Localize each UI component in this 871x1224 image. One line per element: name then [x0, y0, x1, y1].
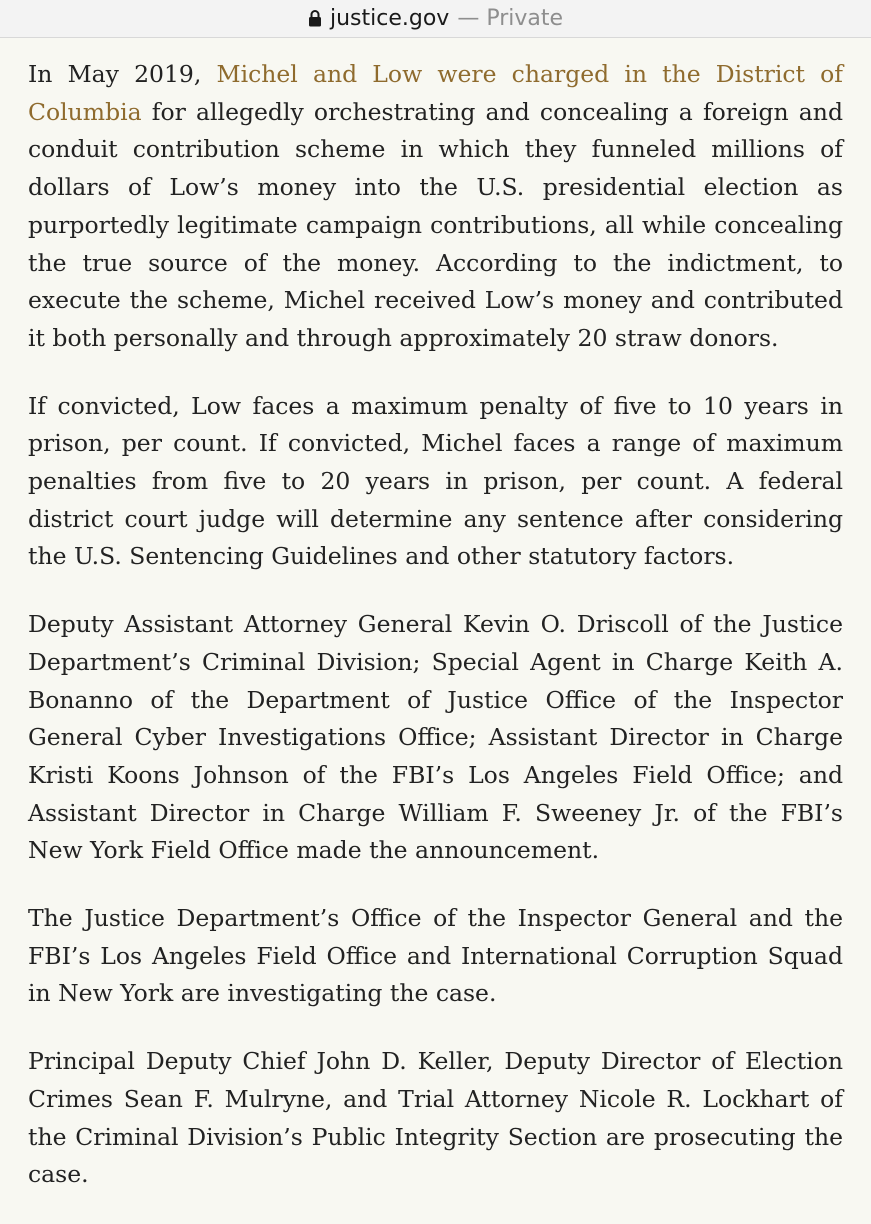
- paragraph-3: Deputy Assistant Attorney General Kevin O. Driscoll of the Justice Department’s Criminal Division; Special Agent in Charge Keith A. Bonanno of the Department of Justice Office of the Inspector General Cyber Investigations Office; Assistant Director in Charge Kristi Koons Johnson of the FBI’s Los Angeles Field Office; and Assistant Director in Charge William F. Sweeney Jr. of the FBI’s New York Field Office made the announcement.: [28, 610, 843, 865]
- p1-lead-text: In May 2019,: [28, 60, 217, 88]
- paragraph-1: [28, 56, 843, 358]
- mode-text: Private: [486, 6, 564, 31]
- p1-body-text: for allegedly orchestrating and concealing a foreign and conduit contribution scheme in which they funneled millions of dollars of Low’s money into the U.S. presidential election as purportedly legitimate campaign contributions, all while concealing the true source of the money. According to the indictment, to execute the scheme, Michel received Low’s money and contributed it both personally and through approximately 20 straw donors.: [28, 97, 843, 352]
- mode-separator: —: [457, 6, 480, 31]
- article-body: [28, 56, 843, 1224]
- charged-in-dc-link[interactable]: Michel and Low were charged in the District of Columbia: [28, 60, 844, 126]
- private-mode-label: [457, 6, 563, 31]
- paragraph-4: The Justice Department’s Office of the Inspector General and the FBI’s Los Angeles Field Office and International Corruption Squad in New York are investigating the case.: [28, 904, 843, 1008]
- paragraph-5: Principal Deputy Chief John D. Keller, Deputy Director of Election Crimes Sean F. Mulryne, and Trial Attorney Nicole R. Lockhart of the Criminal Division’s Public Integrity Section are prosecuting the case.: [28, 1047, 843, 1189]
- address-bar[interactable]: [0, 0, 871, 38]
- paragraph-2: If convicted, Low faces a maximum penalty of five to 10 years in prison, per count. If convicted, Michel faces a range of maximum penalties from five to 20 years in prison, per count. A federal district court judge will determine any sentence after considering the U.S. Sentencing Guidelines and other statutory factors.: [28, 391, 843, 571]
- lock-icon: [308, 9, 322, 27]
- address-domain: justice.gov: [329, 6, 450, 31]
